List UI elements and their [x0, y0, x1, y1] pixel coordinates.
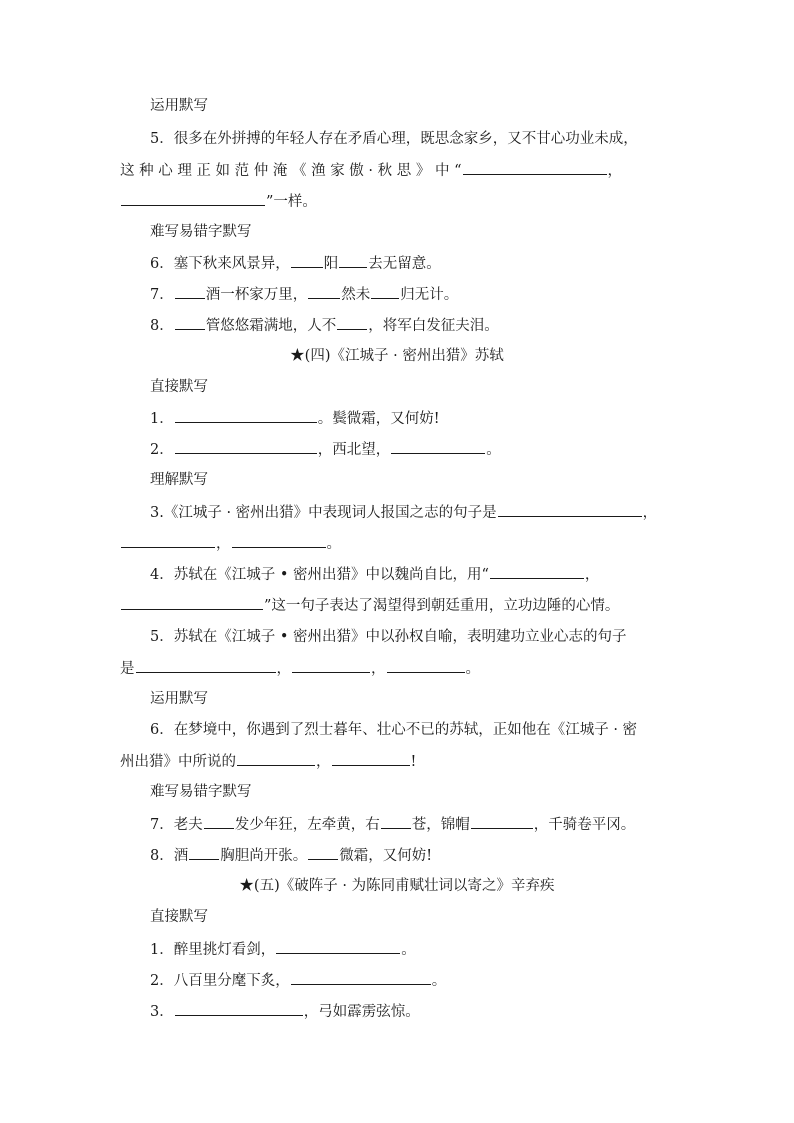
- answer-blank[interactable]: [276, 939, 400, 954]
- s4-question-6-line-2: 州出猎》中所说的 ， !: [0, 751, 794, 772]
- answer-blank[interactable]: [291, 253, 323, 268]
- s5-question-3: 3． ，弓如霹雳弦惊。: [0, 1001, 794, 1022]
- answer-blank[interactable]: [121, 191, 265, 206]
- section-label-apply: 运用默写: [150, 98, 208, 114]
- s4-question-3-line-1: 3.《江城子 · 密州出猎》中表现词人报国之志的句子是 ，: [0, 502, 794, 523]
- s4-question-5-line-1: 5．苏轼在《江城子 • 密州出猎》中以孙权自喻，表明建功立业心志的句子: [150, 629, 627, 645]
- answer-blank[interactable]: [189, 845, 219, 860]
- section-label-error-4: 难写易错字默写: [150, 784, 252, 800]
- s4-question-4-line-2: ”这一句子表达了渴望得到朝廷重用，立功边陲的心情。: [0, 595, 794, 616]
- answer-blank[interactable]: [292, 658, 370, 673]
- s4-question-6-line-1: 6．在梦境中，你遇到了烈士暮年、壮心不已的苏轼，正如他在《江城子 · 密: [150, 722, 638, 738]
- answer-blank[interactable]: [175, 284, 205, 299]
- answer-blank[interactable]: [498, 502, 642, 517]
- answer-blank[interactable]: [391, 439, 485, 454]
- s4-question-3-line-2: ， 。: [0, 533, 794, 554]
- answer-blank[interactable]: [332, 751, 410, 766]
- s5-question-2: 2．八百里分麾下炙， 。: [0, 970, 794, 991]
- section-label-apply-4: 运用默写: [150, 691, 208, 707]
- s4-question-8: 8．酒 胸胆尚开张。 微霜，又何妨!: [0, 845, 794, 866]
- question-8: 8． 管悠悠霜满地，人不 ，将军白发征夫泪。: [0, 315, 794, 336]
- answer-blank[interactable]: [471, 814, 533, 829]
- answer-blank[interactable]: [204, 814, 234, 829]
- answer-blank[interactable]: [175, 1001, 303, 1016]
- s4-question-7: 7．老夫 发少年狂，左牵黄，右 苍，锦帽 ，千骑卷平冈。: [0, 814, 794, 835]
- answer-blank[interactable]: [381, 814, 411, 829]
- section-label-direct-5: 直接默写: [150, 909, 208, 925]
- answer-blank[interactable]: [308, 845, 338, 860]
- answer-blank[interactable]: [308, 284, 340, 299]
- section-label-understand: 理解默写: [150, 472, 208, 488]
- s4-question-2: 2． ，西北望， 。: [0, 439, 794, 460]
- answer-blank[interactable]: [175, 408, 317, 423]
- section-label-error: 难写易错字默写: [150, 224, 252, 240]
- answer-blank[interactable]: [232, 533, 326, 548]
- section-title-5: ★(五)《破阵子 · 为陈同甫赋壮词以寄之》辛弃疾: [239, 878, 555, 894]
- answer-blank[interactable]: [136, 658, 276, 673]
- answer-blank[interactable]: [387, 658, 465, 673]
- answer-blank[interactable]: [121, 595, 263, 610]
- question-5-line-3: ”一样。: [0, 191, 794, 212]
- answer-blank[interactable]: [175, 439, 317, 454]
- answer-blank[interactable]: [237, 751, 315, 766]
- section-label-direct: 直接默写: [150, 379, 208, 395]
- answer-blank[interactable]: [291, 970, 431, 985]
- question-7: 7． 酒一杯家万里， 然未 归无计。: [0, 284, 794, 305]
- s4-question-4-line-1: 4．苏轼在《江城子 • 密州出猎》中以魏尚自比，用“ ，: [0, 564, 794, 585]
- s4-question-1: 1． 。鬓微霜，又何妨!: [0, 408, 794, 429]
- answer-blank[interactable]: [463, 160, 607, 175]
- answer-blank[interactable]: [175, 315, 205, 330]
- answer-blank[interactable]: [339, 253, 367, 268]
- s4-question-5-line-2: 是 ， ， 。: [0, 658, 794, 679]
- section-title-4: ★(四)《江城子 · 密州出猎》苏轼: [290, 348, 504, 364]
- s5-question-1: 1．醉里挑灯看剑， 。: [0, 939, 794, 960]
- question-5-line-1: 5．很多在外拼搏的年轻人存在矛盾心理，既思念家乡，又不甘心功业未成，: [150, 131, 638, 147]
- question-5-line-2: 这 种 心 理 正 如 范 仲 淹 《 渔 家 傲 · 秋 思 》 中 “ ，: [0, 160, 794, 181]
- answer-blank[interactable]: [371, 284, 399, 299]
- answer-blank[interactable]: [490, 564, 584, 579]
- question-6: 6．塞下秋来风景异， 阳 去无留意。: [0, 253, 794, 274]
- answer-blank[interactable]: [337, 315, 367, 330]
- answer-blank[interactable]: [121, 533, 215, 548]
